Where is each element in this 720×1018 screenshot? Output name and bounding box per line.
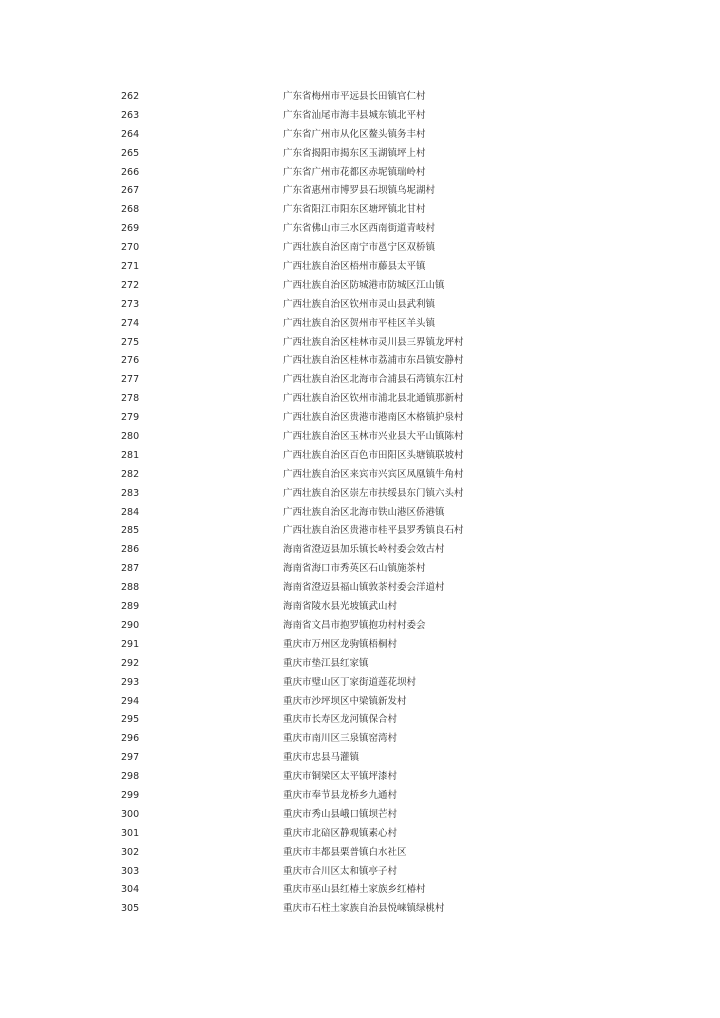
item-address: 重庆市璧山区丁家街道莲花坝村	[283, 676, 417, 688]
list-item	[0, 352, 720, 371]
list-item	[0, 636, 720, 655]
item-address: 重庆市万州区龙驹镇梧桐村	[283, 638, 398, 650]
item-address: 广西壮族自治区贵港市桂平县罗秀镇良石村	[283, 525, 464, 537]
item-number: 290	[121, 619, 140, 631]
item-address: 广东省广州市花都区赤坭镇瑞岭村	[283, 166, 426, 178]
item-address: 重庆市铜梁区太平镇坪漆村	[283, 771, 398, 783]
item-number: 291	[121, 638, 140, 650]
list-item	[0, 617, 720, 636]
item-address: 广西壮族自治区防城港市防城区江山镇	[283, 279, 445, 291]
item-address: 重庆市巫山县红椿土家族乡红椿村	[283, 884, 426, 896]
item-number: 303	[121, 865, 140, 877]
list-item	[0, 787, 720, 806]
item-address: 重庆市垫江县红家镇	[283, 657, 369, 669]
item-number: 289	[121, 601, 140, 613]
item-number: 280	[121, 431, 140, 443]
item-address: 广西壮族自治区桂林市荔浦市东昌镇安静村	[283, 355, 464, 367]
item-number: 282	[121, 468, 140, 480]
list-item	[0, 504, 720, 523]
item-number: 270	[121, 242, 140, 254]
item-number: 301	[121, 827, 140, 839]
item-number: 264	[121, 128, 140, 140]
item-number: 272	[121, 279, 140, 291]
item-number: 295	[121, 714, 140, 726]
item-address: 广西壮族自治区百色市田阳区头塘镇联坡村	[283, 449, 464, 461]
list-item	[0, 315, 720, 334]
list-item	[0, 164, 720, 183]
list-item	[0, 428, 720, 447]
item-number: 293	[121, 676, 140, 688]
item-address: 重庆市北碚区静观镇素心村	[283, 827, 398, 839]
item-number: 269	[121, 223, 140, 235]
list-item	[0, 145, 720, 164]
item-number: 287	[121, 563, 140, 575]
item-address: 重庆市石柱土家族自治县悦崃镇绿桃村	[283, 903, 445, 915]
item-number: 275	[121, 336, 140, 348]
item-number: 294	[121, 695, 140, 707]
list-item	[0, 806, 720, 825]
list-item	[0, 447, 720, 466]
item-address: 重庆市长寿区龙河镇保合村	[283, 714, 398, 726]
item-address: 海南省陵水县光坡镇武山村	[283, 601, 398, 613]
item-number: 292	[121, 657, 140, 669]
list-item	[0, 560, 720, 579]
item-address: 重庆市沙坪坝区中梁镇新发村	[283, 695, 407, 707]
list-item	[0, 711, 720, 730]
item-address: 广东省惠州市博罗县石坝镇乌坭湖村	[283, 185, 436, 197]
list-item	[0, 598, 720, 617]
item-number: 273	[121, 298, 140, 310]
list-item	[0, 863, 720, 882]
item-number: 276	[121, 355, 140, 367]
item-number: 288	[121, 582, 140, 594]
item-number: 285	[121, 525, 140, 537]
list-item	[0, 579, 720, 598]
list-item	[0, 522, 720, 541]
item-address: 海南省澄迈县加乐镇长岭村委会效古村	[283, 544, 445, 556]
list-item	[0, 693, 720, 712]
item-address: 广西壮族自治区钦州市灵山县武利镇	[283, 298, 436, 310]
list-item	[0, 220, 720, 239]
item-address: 海南省文昌市抱罗镇抱功村村委会	[283, 619, 426, 631]
list-item	[0, 674, 720, 693]
list-item	[0, 844, 720, 863]
list-item	[0, 296, 720, 315]
item-number: 286	[121, 544, 140, 556]
item-address: 广东省广州市从化区鳌头镇务丰村	[283, 128, 426, 140]
list-item	[0, 466, 720, 485]
item-address: 广西壮族自治区梧州市藤县太平镇	[283, 261, 426, 273]
item-number: 298	[121, 771, 140, 783]
list-item	[0, 88, 720, 107]
item-address: 广西壮族自治区贵港市港南区木格镇护泉村	[283, 412, 464, 424]
item-number: 277	[121, 374, 140, 386]
list-item	[0, 182, 720, 201]
item-address: 广西壮族自治区南宁市邕宁区双桥镇	[283, 242, 436, 254]
list-item	[0, 485, 720, 504]
item-address: 重庆市南川区三泉镇窑湾村	[283, 733, 398, 745]
list-item	[0, 201, 720, 220]
item-address: 广东省佛山市三水区西南街道青岐村	[283, 223, 436, 235]
item-address: 广西壮族自治区贺州市平桂区羊头镇	[283, 317, 436, 329]
list-item	[0, 239, 720, 258]
item-number: 278	[121, 393, 140, 405]
item-address: 重庆市合川区太和镇亭子村	[283, 865, 398, 877]
item-address: 广东省阳江市阳东区塘坪镇北甘村	[283, 204, 426, 216]
item-number: 265	[121, 147, 140, 159]
item-address: 广东省汕尾市海丰县城东镇北平村	[283, 109, 426, 121]
item-number: 304	[121, 884, 140, 896]
item-address: 广西壮族自治区崇左市扶绥县东门镇六头村	[283, 487, 464, 499]
item-number: 279	[121, 412, 140, 424]
item-number: 267	[121, 185, 140, 197]
item-address: 广西壮族自治区来宾市兴宾区凤凰镇牛角村	[283, 468, 464, 480]
item-number: 274	[121, 317, 140, 329]
item-number: 281	[121, 449, 140, 461]
item-address: 重庆市秀山县峨口镇坝芒村	[283, 808, 398, 820]
item-number: 300	[121, 808, 140, 820]
item-number: 305	[121, 903, 140, 915]
item-address: 广西壮族自治区北海市铁山港区侨港镇	[283, 506, 445, 518]
item-address: 广西壮族自治区北海市合浦县石湾镇东江村	[283, 374, 464, 386]
item-number: 284	[121, 506, 140, 518]
item-address: 重庆市丰都县栗普镇白水社区	[283, 846, 407, 858]
list-item	[0, 371, 720, 390]
list-item	[0, 541, 720, 560]
item-address: 广东省梅州市平远县长田镇官仁村	[283, 91, 426, 102]
list-item	[0, 825, 720, 844]
item-address: 海南省海口市秀英区石山镇施茶村	[283, 563, 426, 575]
item-number: 297	[121, 752, 140, 764]
item-number: 283	[121, 487, 140, 499]
item-address: 广东省揭阳市揭东区玉湖镇坪上村	[283, 147, 426, 159]
item-number: 299	[121, 789, 140, 801]
list-item	[0, 881, 720, 900]
village-list	[0, 88, 720, 919]
list-item	[0, 900, 720, 919]
item-number: 266	[121, 166, 140, 178]
list-item	[0, 730, 720, 749]
item-address: 广西壮族自治区钦州市浦北县北通镇那新村	[283, 393, 464, 405]
item-number: 262	[121, 91, 140, 102]
item-number: 271	[121, 261, 140, 273]
item-address: 广西壮族自治区桂林市灵川县三界镇龙坪村	[283, 336, 464, 348]
item-number: 263	[121, 109, 140, 121]
item-address: 重庆市奉节县龙桥乡九通村	[283, 789, 398, 801]
item-address: 海南省澄迈县福山镇敦茶村委会洋道村	[283, 582, 445, 594]
list-item	[0, 655, 720, 674]
item-number: 302	[121, 846, 140, 858]
item-address: 广西壮族自治区玉林市兴业县大平山镇陈村	[283, 431, 464, 443]
list-item	[0, 390, 720, 409]
list-item	[0, 409, 720, 428]
list-item	[0, 277, 720, 296]
list-item	[0, 107, 720, 126]
item-number: 268	[121, 204, 140, 216]
list-item	[0, 768, 720, 787]
item-address: 重庆市忠县马灌镇	[283, 752, 360, 764]
list-item	[0, 126, 720, 145]
list-item	[0, 258, 720, 277]
list-item	[0, 334, 720, 353]
item-number: 296	[121, 733, 140, 745]
list-item	[0, 749, 720, 768]
